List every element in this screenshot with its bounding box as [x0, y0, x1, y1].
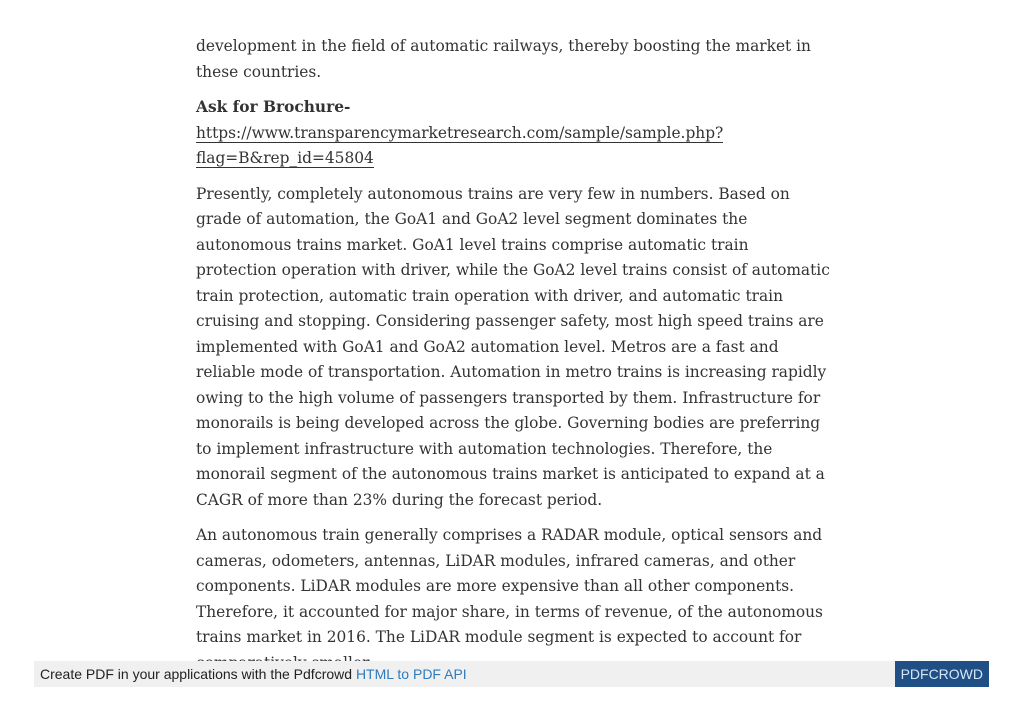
- paragraph-goa: Presently, completely autonomous trains are very few in numbers. Based on grade of automation, the GoA1 and GoA2 level segment dominates the autonomous trains market. GoA1 level trains comprise automatic train protection operation with driver, while the GoA2 level trains consist of automatic train protection, automatic train operation with driver, and automatic train cruising and stopping. Considering passenger safety, most high speed trains are implemented with GoA1 and GoA2 automation level. Metros are a fast and reliable mode of transportation. Automation in metro trains is increasing rapidly owing to the high volume of passengers transported by them. Infrastructure for monorails is being developed across the globe. Governing bodies are preferring to implement infrastructure with automation technologies. Therefore, the monorail segment of the autonomous trains market is anticipated to expand at a CAGR of more than 23% during the forecast period.: [196, 184, 830, 509]
- pdfcrowd-badge[interactable]: PDFCROWD: [895, 661, 989, 687]
- footer-caption: Create PDF in your applications with the Pdfcrowd: [40, 666, 353, 682]
- document-body: [196, 34, 830, 686]
- brochure-label: Ask for Brochure-: [196, 98, 351, 116]
- paragraph-components: An autonomous train generally comprises a RADAR module, optical sensors and cameras, odometers, antennas, LiDAR modules, infrared cameras, and other components. LiDAR modules are more expensive than all other components. Therefore, it accounted for major share, in terms of revenue, of the autonomous trains market in 2016. The LiDAR module segment is expected to account for: [196, 526, 823, 646]
- footer-api-link[interactable]: HTML to PDF API: [355, 666, 467, 682]
- brochure-block: [196, 95, 830, 172]
- footer-text: [40, 661, 467, 687]
- pdfcrowd-footer: [34, 661, 989, 687]
- paragraph-intro: development in the field of automatic railways, thereby boosting the market in these countries.: [196, 37, 811, 81]
- brochure-link[interactable]: https://www.transparencymarketresearch.com/sample/sample.php?flag=B&rep_id=45804: [196, 123, 724, 167]
